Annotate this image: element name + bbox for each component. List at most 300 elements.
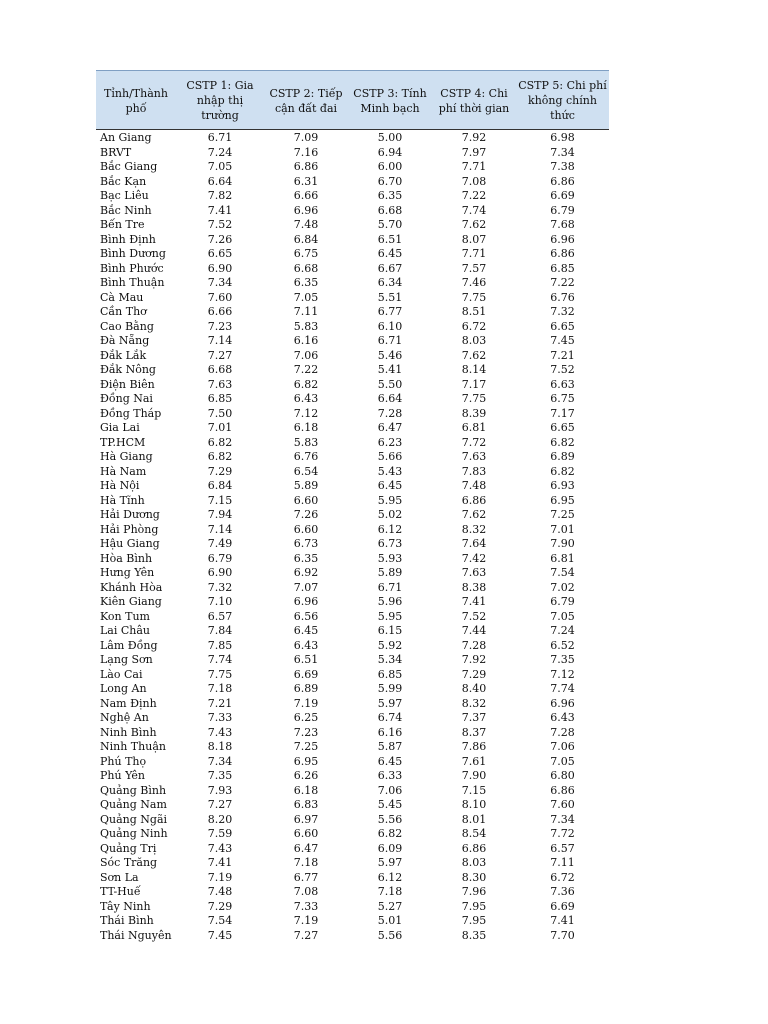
cell-cstp-4: 7.95: [461, 899, 487, 913]
cell-cstp-1: 7.33: [207, 711, 233, 724]
cell-cstp-4: 8.03: [461, 856, 487, 869]
cell-cstp-1: 7.14: [207, 334, 233, 347]
cell-cstp-5: 6.69: [550, 189, 575, 202]
table-row: [96, 175, 609, 190]
cell-cstp-5: 7.05: [550, 754, 575, 768]
table-row: [96, 537, 609, 552]
cell-cstp-4: 7.71: [461, 160, 487, 173]
cell-cstp-2: 6.43: [293, 392, 319, 405]
cell-cstp-1: 7.34: [207, 754, 233, 768]
cell-cstp-5: 7.32: [550, 305, 575, 318]
cell-cstp-3: 7.28: [377, 406, 403, 420]
cell-cstp-5: 7.22: [550, 276, 575, 289]
cell-cstp-5: 6.57: [550, 841, 575, 855]
header-cstp-2: CSTP 2: Tiếp cận đất đai: [264, 71, 348, 130]
cell-cstp-1: 7.43: [207, 841, 233, 855]
cell-cstp-2: 7.27: [293, 928, 319, 942]
cell-cstp-1: 7.59: [207, 827, 233, 840]
table-row: [96, 349, 609, 364]
cell-cstp-5: 6.80: [550, 769, 575, 782]
table-row: [96, 305, 609, 320]
cell-cstp-4: 7.72: [461, 435, 487, 449]
table-row: [96, 856, 609, 871]
cell-cstp-4: 8.39: [461, 406, 487, 420]
cell-cstp-1: 7.84: [207, 624, 233, 637]
cell-cstp-3: 6.74: [377, 711, 403, 724]
cell-cstp-2: 6.77: [293, 870, 319, 884]
cell-cstp-5: 6.43: [550, 711, 575, 724]
table-row: [96, 813, 609, 828]
cell-province: Bình Thuận: [100, 276, 165, 289]
cell-cstp-1: 7.41: [207, 856, 233, 869]
cell-cstp-1: 7.35: [207, 769, 233, 782]
cell-cstp-3: 6.64: [377, 392, 403, 405]
cell-province: Sóc Trăng: [100, 856, 158, 869]
table-row: [96, 233, 609, 248]
cell-cstp-5: 6.72: [550, 870, 575, 884]
table-row: [96, 262, 609, 277]
cell-province: Kiên Giang: [100, 595, 162, 608]
cell-cstp-5: 7.05: [550, 609, 575, 623]
cell-cstp-3: 6.68: [377, 203, 403, 217]
cell-province: An Giang: [100, 131, 152, 144]
cell-province: Hòa Bình: [100, 551, 153, 565]
cell-province: Lào Cai: [100, 667, 143, 681]
index-table: [96, 70, 609, 943]
cell-cstp-5: 6.86: [550, 174, 575, 188]
cell-cstp-2: 6.96: [293, 203, 319, 217]
cell-cstp-1: 6.84: [207, 479, 233, 492]
table-row: [96, 769, 609, 784]
cell-province: Đắk Lắk: [100, 348, 147, 362]
cell-cstp-1: 7.54: [207, 914, 233, 927]
cell-cstp-4: 7.95: [461, 914, 487, 927]
cell-province: Tây Ninh: [100, 899, 151, 913]
cell-cstp-5: 6.86: [550, 247, 575, 260]
cell-province: Bình Dương: [100, 247, 166, 260]
cell-cstp-3: 7.06: [377, 783, 403, 797]
cell-cstp-5: 6.52: [550, 638, 575, 652]
cell-province: Hà Tĩnh: [100, 493, 145, 507]
cell-cstp-3: 5.43: [377, 464, 403, 478]
cell-cstp-4: 8.30: [461, 870, 487, 884]
cell-cstp-4: 8.38: [461, 580, 487, 594]
cell-province: Lâm Đồng: [100, 638, 158, 652]
cell-cstp-4: 7.17: [461, 377, 487, 391]
cell-province: TT-Huế: [100, 885, 141, 898]
cell-cstp-4: 7.63: [461, 450, 487, 463]
cell-province: Bắc Ninh: [100, 203, 152, 217]
cell-province: Quảng Trị: [100, 841, 157, 855]
cell-cstp-3: 6.34: [377, 276, 403, 289]
cell-cstp-3: 5.95: [377, 609, 403, 623]
cell-cstp-4: 8.51: [461, 305, 487, 318]
cell-province: Cao Bằng: [100, 319, 154, 333]
cell-cstp-5: 7.06: [550, 740, 575, 753]
cell-cstp-4: 6.81: [461, 421, 487, 434]
cell-cstp-1: 7.52: [207, 218, 233, 231]
document-page: [96, 70, 609, 943]
cell-cstp-4: 8.54: [461, 827, 487, 840]
cell-cstp-2: 6.89: [293, 682, 319, 695]
cell-cstp-5: 6.79: [550, 595, 575, 608]
cell-cstp-3: 5.02: [377, 508, 403, 521]
cell-cstp-5: 7.02: [550, 580, 575, 594]
cell-cstp-2: 6.92: [293, 566, 319, 579]
cell-cstp-4: 7.61: [461, 754, 487, 768]
cell-cstp-2: 5.83: [293, 435, 319, 449]
table-row: [96, 146, 609, 161]
cell-province: BRVT: [100, 145, 132, 159]
header-cstp-1: CSTP 1: Gia nhập thị trường: [176, 71, 264, 130]
header-cstp-4: CSTP 4: Chi phí thời gian: [432, 71, 516, 130]
cell-cstp-4: 7.48: [461, 479, 487, 492]
cell-cstp-2: 6.25: [293, 711, 319, 724]
cell-cstp-2: 6.54: [293, 464, 319, 478]
cell-cstp-1: 7.27: [207, 798, 233, 811]
table-row: [96, 885, 609, 900]
table-row: [96, 204, 609, 219]
cell-cstp-3: 6.45: [377, 754, 403, 768]
cell-cstp-3: 6.51: [377, 232, 403, 246]
cell-province: Sơn La: [100, 870, 139, 884]
cell-cstp-2: 7.16: [293, 145, 319, 159]
cell-cstp-4: 7.75: [461, 392, 487, 405]
cell-cstp-4: 7.29: [461, 667, 487, 681]
table-row: [96, 450, 609, 465]
cell-cstp-4: 7.22: [461, 189, 487, 202]
cell-cstp-3: 6.77: [377, 305, 403, 318]
cell-cstp-3: 5.00: [377, 131, 403, 144]
cell-cstp-1: 6.85: [207, 392, 233, 405]
cell-cstp-5: 7.12: [550, 667, 575, 681]
cell-province: Bình Định: [100, 232, 156, 246]
table-row: [96, 682, 609, 697]
cell-province: Đắk Nông: [100, 363, 156, 376]
cell-cstp-1: 7.82: [207, 189, 233, 202]
cell-cstp-3: 5.93: [377, 551, 403, 565]
table-row: [96, 610, 609, 625]
cell-province: Lai Châu: [100, 624, 151, 637]
cell-cstp-1: 7.43: [207, 725, 233, 739]
cell-cstp-2: 7.19: [293, 696, 319, 710]
cell-cstp-1: 7.29: [207, 899, 233, 913]
cell-cstp-5: 6.65: [550, 319, 575, 333]
cell-cstp-3: 5.50: [377, 377, 403, 391]
cell-province: Ninh Thuận: [100, 740, 166, 753]
cell-cstp-5: 7.54: [550, 566, 575, 579]
cell-cstp-4: 7.92: [461, 653, 487, 666]
table-row: [96, 900, 609, 915]
cell-cstp-5: 6.75: [550, 392, 575, 405]
cell-cstp-2: 6.18: [293, 421, 319, 434]
cell-province: Hà Giang: [100, 450, 153, 463]
cell-cstp-2: 7.25: [293, 740, 319, 753]
cell-cstp-4: 7.62: [461, 218, 487, 231]
cell-cstp-5: 6.89: [550, 450, 575, 463]
cell-cstp-1: 7.45: [207, 928, 233, 942]
cell-cstp-1: 8.18: [207, 740, 233, 753]
cell-cstp-3: 5.01: [377, 914, 403, 927]
cell-cstp-2: 6.75: [293, 247, 319, 260]
cell-cstp-4: 6.86: [461, 841, 487, 855]
cell-cstp-4: 7.52: [461, 609, 487, 623]
cell-cstp-3: 6.71: [377, 334, 403, 347]
table-row: [96, 726, 609, 741]
cell-province: Hải Dương: [100, 508, 160, 521]
cell-cstp-5: 6.86: [550, 783, 575, 797]
cell-cstp-5: 6.79: [550, 203, 575, 217]
table-row: [96, 929, 609, 944]
cell-province: Đà Nẵng: [100, 334, 150, 347]
cell-cstp-3: 6.10: [377, 319, 403, 333]
cell-cstp-5: 7.74: [550, 682, 575, 695]
cell-cstp-2: 6.51: [293, 653, 319, 666]
table-row: [96, 160, 609, 175]
cell-cstp-1: 7.26: [207, 232, 233, 246]
cell-cstp-2: 6.86: [293, 160, 319, 173]
cell-cstp-5: 7.01: [550, 522, 575, 536]
cell-cstp-4: 7.96: [461, 885, 487, 898]
cell-cstp-2: 6.60: [293, 827, 319, 840]
table-row: [96, 334, 609, 349]
cell-cstp-5: 6.69: [550, 899, 575, 913]
cell-province: Quảng Bình: [100, 783, 167, 797]
cell-province: Cần Thơ: [100, 305, 147, 318]
table-row: [96, 392, 609, 407]
cell-cstp-4: 7.57: [461, 261, 487, 275]
cell-cstp-4: 8.35: [461, 928, 487, 942]
cell-province: Khánh Hòa: [100, 580, 163, 594]
header-cstp-5: CSTP 5: Chi phí không chính thức: [516, 71, 609, 130]
cell-cstp-4: 8.14: [461, 363, 487, 376]
cell-cstp-2: 6.45: [293, 624, 319, 637]
cell-province: Đồng Nai: [100, 392, 153, 405]
table-row: [96, 798, 609, 813]
cell-cstp-3: 5.56: [377, 812, 403, 826]
table-row: [96, 595, 609, 610]
cell-cstp-2: 7.09: [293, 131, 319, 144]
cell-cstp-3: 6.12: [377, 522, 403, 536]
cell-cstp-5: 6.96: [550, 696, 575, 710]
cell-cstp-4: 7.41: [461, 595, 487, 608]
cell-cstp-1: 6.79: [207, 551, 233, 565]
cell-cstp-3: 5.96: [377, 595, 403, 608]
table-row: [96, 871, 609, 886]
cell-cstp-3: 5.51: [377, 290, 403, 304]
cell-province: Bình Phước: [100, 261, 164, 275]
table-row: [96, 624, 609, 639]
cell-province: Thái Nguyên: [100, 928, 172, 942]
cell-cstp-1: 7.21: [207, 696, 233, 710]
table-row: [96, 378, 609, 393]
cell-cstp-5: 7.60: [550, 798, 575, 811]
cell-cstp-5: 7.45: [550, 334, 575, 347]
table-row: [96, 465, 609, 480]
cell-cstp-4: 7.74: [461, 203, 487, 217]
cell-cstp-4: 8.32: [461, 522, 487, 536]
cell-cstp-1: 7.05: [207, 160, 233, 173]
table-row: [96, 755, 609, 770]
cell-cstp-3: 6.67: [377, 261, 403, 275]
cell-cstp-4: 7.46: [461, 276, 487, 289]
cell-cstp-5: 7.34: [550, 812, 575, 826]
cell-cstp-5: 7.38: [550, 160, 575, 173]
cell-cstp-1: 7.29: [207, 464, 233, 478]
cell-cstp-2: 7.12: [293, 406, 319, 420]
cell-cstp-1: 6.82: [207, 435, 233, 449]
cell-cstp-2: 6.16: [293, 334, 319, 347]
cell-cstp-1: 7.23: [207, 319, 233, 333]
cell-cstp-5: 6.96: [550, 232, 575, 246]
cell-province: Quảng Ngãi: [100, 812, 168, 826]
cell-cstp-4: 7.75: [461, 290, 487, 304]
cell-province: Hải Phòng: [100, 522, 159, 536]
cell-province: Hà Nam: [100, 464, 147, 478]
cell-cstp-3: 5.56: [377, 928, 403, 942]
cell-cstp-4: 7.37: [461, 711, 487, 724]
cell-cstp-5: 7.17: [550, 406, 575, 420]
table-row: [96, 363, 609, 378]
cell-cstp-3: 6.47: [377, 421, 403, 434]
cell-cstp-3: 6.12: [377, 870, 403, 884]
cell-cstp-5: 6.82: [550, 435, 575, 449]
table-row: [96, 421, 609, 436]
header-cstp-3: CSTP 3: Tính Minh bạch: [348, 71, 432, 130]
cell-cstp-1: 6.90: [207, 261, 233, 275]
cell-cstp-5: 7.11: [550, 856, 575, 869]
cell-cstp-1: 7.24: [207, 145, 233, 159]
cell-cstp-1: 6.65: [207, 247, 233, 260]
table-row: [96, 320, 609, 335]
cell-cstp-3: 5.89: [377, 566, 403, 579]
cell-cstp-2: 6.47: [293, 841, 319, 855]
cell-cstp-4: 7.15: [461, 783, 487, 797]
cell-province: Thái Bình: [100, 914, 154, 927]
cell-cstp-3: 6.94: [377, 145, 403, 159]
cell-cstp-1: 7.48: [207, 885, 233, 898]
cell-cstp-5: 6.95: [550, 493, 575, 507]
cell-cstp-1: 6.57: [207, 609, 233, 623]
cell-cstp-3: 6.15: [377, 624, 403, 637]
cell-cstp-1: 7.15: [207, 493, 233, 507]
cell-province: Long An: [100, 682, 147, 695]
cell-cstp-5: 6.98: [550, 131, 575, 144]
table-body: [96, 130, 609, 944]
cell-cstp-1: 6.90: [207, 566, 233, 579]
cell-cstp-4: 8.40: [461, 682, 487, 695]
cell-cstp-4: 7.42: [461, 551, 487, 565]
table-row: [96, 523, 609, 538]
cell-province: Bắc Kạn: [100, 174, 147, 188]
cell-cstp-3: 5.97: [377, 856, 403, 869]
cell-province: Lạng Sơn: [100, 653, 153, 666]
cell-cstp-3: 6.73: [377, 537, 403, 550]
cell-province: Gia Lai: [100, 421, 140, 434]
cell-cstp-4: 8.32: [461, 696, 487, 710]
cell-cstp-2: 7.11: [293, 305, 319, 318]
table-row: [96, 552, 609, 567]
cell-cstp-5: 7.35: [550, 653, 575, 666]
cell-cstp-2: 7.33: [293, 899, 319, 913]
cell-cstp-3: 6.23: [377, 435, 403, 449]
cell-cstp-3: 6.33: [377, 769, 403, 782]
cell-cstp-2: 7.48: [293, 218, 319, 231]
cell-cstp-1: 7.32: [207, 580, 233, 594]
cell-cstp-2: 6.83: [293, 798, 319, 811]
cell-cstp-1: 7.93: [207, 783, 233, 797]
table-row: [96, 827, 609, 842]
cell-cstp-1: 7.27: [207, 348, 233, 362]
cell-cstp-3: 6.71: [377, 580, 403, 594]
cell-cstp-2: 6.18: [293, 783, 319, 797]
cell-cstp-1: 6.71: [207, 131, 233, 144]
table-row: [96, 581, 609, 596]
cell-province: Nam Định: [100, 696, 157, 710]
cell-cstp-5: 7.28: [550, 725, 575, 739]
cell-cstp-1: 6.64: [207, 174, 233, 188]
cell-cstp-3: 5.41: [377, 363, 403, 376]
cell-cstp-1: 7.63: [207, 377, 233, 391]
header-row: [96, 71, 609, 130]
cell-cstp-4: 7.63: [461, 566, 487, 579]
cell-cstp-5: 7.24: [550, 624, 575, 637]
cell-cstp-1: 8.20: [207, 812, 233, 826]
cell-cstp-1: 7.41: [207, 203, 233, 217]
table-row: [96, 653, 609, 668]
cell-cstp-2: 6.35: [293, 551, 319, 565]
cell-cstp-1: 7.10: [207, 595, 233, 608]
table-row: [96, 436, 609, 451]
cell-cstp-3: 5.27: [377, 899, 403, 913]
cell-cstp-3: 6.09: [377, 841, 403, 855]
cell-cstp-2: 6.31: [293, 174, 319, 188]
table-row: [96, 130, 609, 146]
cell-cstp-2: 6.66: [293, 189, 319, 202]
cell-cstp-1: 7.14: [207, 522, 233, 536]
cell-cstp-2: 7.19: [293, 914, 319, 927]
cell-cstp-3: 6.82: [377, 827, 403, 840]
cell-cstp-4: 8.03: [461, 334, 487, 347]
cell-cstp-4: 7.44: [461, 624, 487, 637]
cell-province: Hưng Yên: [100, 566, 155, 579]
table-row: [96, 711, 609, 726]
cell-cstp-2: 7.06: [293, 348, 319, 362]
cell-cstp-2: 6.35: [293, 276, 319, 289]
cell-cstp-3: 5.46: [377, 348, 403, 362]
cell-cstp-2: 6.76: [293, 450, 319, 463]
cell-cstp-3: 6.70: [377, 174, 403, 188]
cell-cstp-4: 7.83: [461, 464, 487, 478]
cell-cstp-2: 6.60: [293, 493, 319, 507]
cell-province: Quảng Ninh: [100, 827, 168, 840]
cell-cstp-1: 7.19: [207, 870, 233, 884]
cell-cstp-5: 6.63: [550, 377, 575, 391]
cell-cstp-2: 6.84: [293, 232, 319, 246]
cell-cstp-3: 7.18: [377, 885, 403, 898]
cell-province: Cà Mau: [100, 290, 144, 304]
cell-cstp-5: 6.76: [550, 290, 575, 304]
cell-cstp-4: 7.90: [461, 769, 487, 782]
table-row: [96, 508, 609, 523]
cell-cstp-1: 7.01: [207, 421, 233, 434]
cell-cstp-1: 7.18: [207, 682, 233, 695]
cell-cstp-3: 5.45: [377, 798, 403, 811]
cell-cstp-1: 7.60: [207, 290, 233, 304]
cell-province: Bến Tre: [100, 218, 145, 231]
cell-cstp-5: 7.21: [550, 348, 575, 362]
cell-cstp-5: 7.41: [550, 914, 575, 927]
